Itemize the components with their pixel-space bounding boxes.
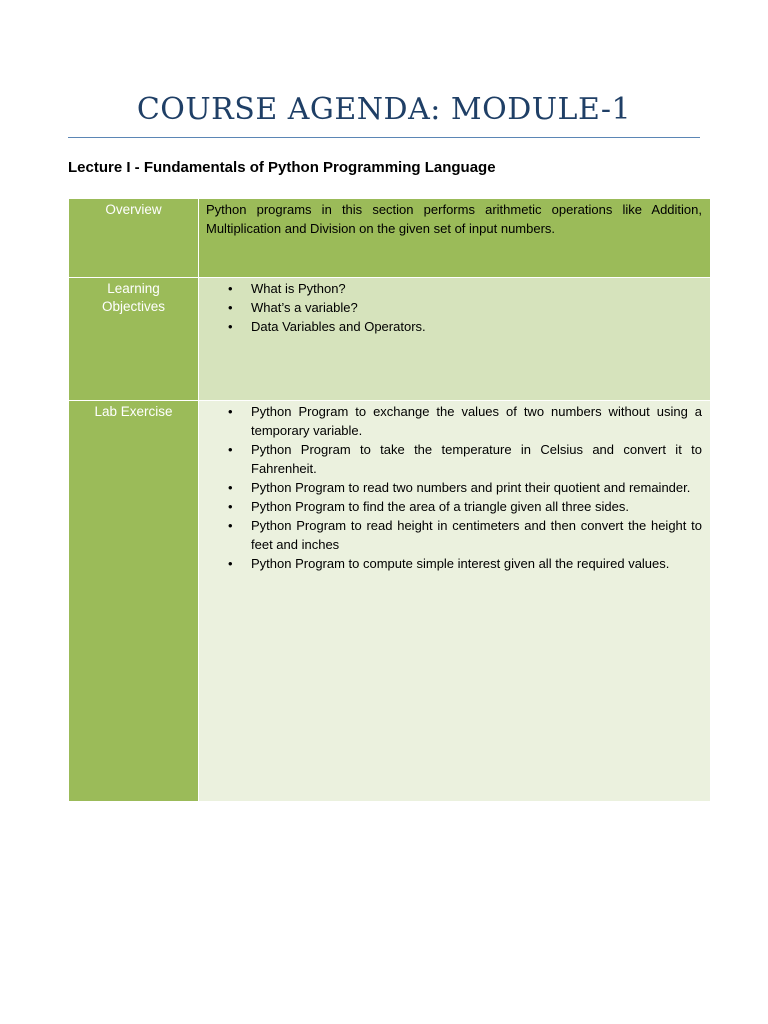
learning-objectives-content	[199, 278, 710, 400]
list-item: • Python Program to take the temperature in Celsius and convert it to Fahrenheit.	[251, 440, 702, 478]
list-item: • What’s a variable?	[251, 298, 702, 317]
list-item: • Python Program to exchange the values of two numbers without using a temporary variable.	[251, 402, 702, 440]
list-item: • Data Variables and Operators.	[251, 317, 702, 336]
learning-objectives-list	[206, 279, 702, 336]
overview-content	[199, 199, 710, 277]
list-item: • Python Program to compute simple interest given all the required values.	[251, 554, 702, 573]
list-item: • Python Program to read height in centimeters and then convert the height to feet and inches	[251, 516, 702, 554]
agenda-table	[69, 199, 710, 801]
lab-exercise-row	[69, 401, 710, 801]
overview-label: Overview	[69, 199, 199, 277]
lab-exercise-list	[206, 402, 702, 573]
list-item: • Python Program to read two numbers and print their quotient and remainder.	[251, 478, 702, 497]
overview-text: Python programs in this section performs arithmetic operations like Addition, Multiplication and Division on the given set of input numbers.	[206, 202, 702, 236]
learning-objectives-label-line: Learning	[107, 281, 160, 296]
list-item: • Python Program to find the area of a triangle given all three sides.	[251, 497, 702, 516]
lecture-heading: Lecture I - Fundamentals of Python Programming Language	[68, 159, 496, 176]
page-title: COURSE AGENDA: MODULE-1	[136, 92, 632, 127]
learning-objectives-label	[69, 278, 199, 400]
learning-objectives-label-line: Objectives	[101, 299, 166, 314]
lab-exercise-label: Lab Exercise	[69, 401, 199, 801]
lab-exercise-content	[199, 401, 710, 801]
title-divider	[68, 137, 700, 138]
list-item: • What is Python?	[251, 279, 702, 298]
overview-row	[69, 199, 710, 278]
learning-objectives-row	[69, 278, 710, 401]
